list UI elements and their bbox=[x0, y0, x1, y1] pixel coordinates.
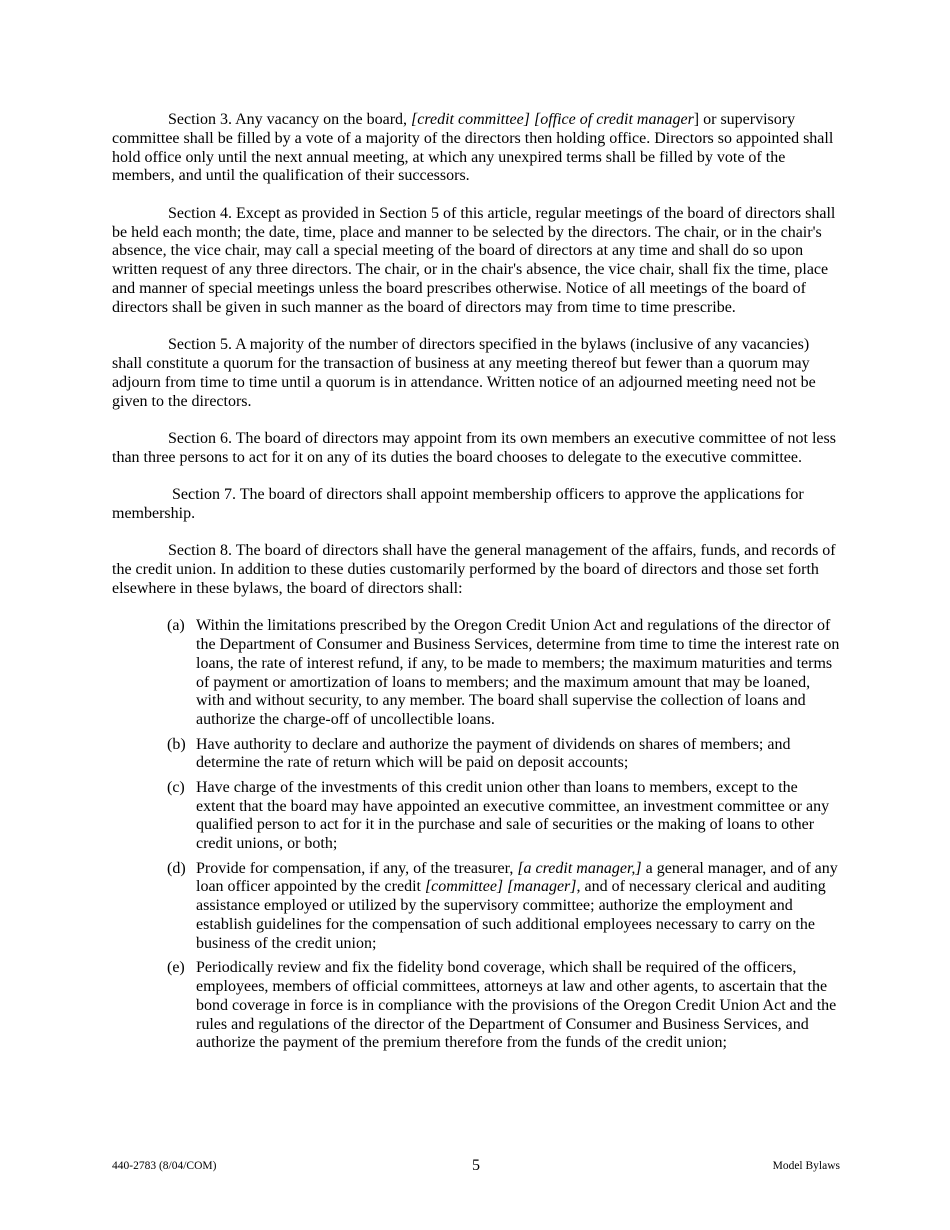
list-item-text-2: a general manager, and of any loan officer appointed by the credit bbox=[196, 859, 838, 896]
list-marker: (b) bbox=[167, 735, 186, 753]
section-5-paragraph: Section 5. A majority of the number of directors specified in the bylaws (inclusive of any vacancies) shall constitute a quorum for the transaction of business at any meeting thereof but fewer than a quorum may adjourn from time to time until a quorum is in attendance. Written notice of an adjourned meeting need not be given to the directors. bbox=[112, 336, 816, 410]
list-item-text: Periodically review and fix the fidelity bond coverage, which shall be required of the officers, employees, members of official committees, attorneys at law and other agents, to ascertain that the bond coverage in force is in compliance with the provisions of the Oregon Credit Union Act and the rules and regulations of the director of the Department of Consumer and Business Services, and authorize the payment of the premium therefore from the funds of the credit union; bbox=[196, 959, 837, 1052]
section-6-paragraph: Section 6. The board of directors may appoint from its own members an executive committee of not less than three persons to act for it on any of its duties the board chooses to delegate to the executive committee. bbox=[112, 429, 836, 466]
form-number: 440-2783 (8/04/COM) bbox=[112, 1160, 217, 1172]
board-duties-list bbox=[112, 617, 840, 1053]
list-item-c bbox=[112, 779, 840, 854]
list-marker: (d) bbox=[167, 859, 186, 877]
document-page bbox=[112, 111, 840, 1059]
list-marker: (c) bbox=[167, 778, 185, 796]
section-7-paragraph: Section 7. The board of directors shall appoint membership officers to approve the applications for membership. bbox=[112, 486, 804, 522]
document-title: Model Bylaws bbox=[772, 1160, 840, 1172]
list-item-text-3: , and of necessary clerical and auditing assistance employed or utilized by the supervisory committee; authorize the employment and establish guidelines for the compensation of such additional employees necessary to carry on the business of the credit union; bbox=[196, 878, 826, 952]
list-item-text: Within the limitations prescribed by the Oregon Credit Union Act and regulations of the director of the Department of Consumer and Business Services, determine from time to time the interest rate on loans, the rate of interest refund, if any, to be made to members; the maximum maturities and terms of payment or amortization of loans to members; and the maximum amount that may be loaned, with and without security, to any member. The board shall supervise the collection of loans and authorize the charge-off of uncollectible loans. bbox=[196, 617, 840, 729]
page-footer bbox=[112, 1157, 840, 1177]
section-4-paragraph: Section 4. Except as provided in Section 5 of this article, regular meetings of the board of directors shall be held each month; the date, time, place and manner to be selected by the directors. The chair, or in the chair's absence, the vice chair, may call a special meeting of the board of directors at any time and shall do so upon written request of any three directors. The chair, or in the chair's absence, the vice chair, shall fix the time, place and manner of special meetings unless the board prescribes otherwise. Notice of all meetings of the board of directors shall be given in such manner as the board of directors may from time to time prescribe. bbox=[112, 204, 836, 316]
page-number: 5 bbox=[472, 1157, 480, 1174]
section-3-italic: [credit committee] [office of credit manager bbox=[411, 111, 694, 128]
section-3-paragraph bbox=[112, 111, 840, 186]
section-3-text-1: Section 3. Any vacancy on the board, bbox=[168, 111, 412, 128]
section-8-paragraph: Section 8. The board of directors shall have the general management of the affairs, funds, and records of the credit union. In addition to these duties customarily performed by the board of directors and those set forth elsewhere in these bylaws, the board of directors shall: bbox=[112, 542, 836, 597]
list-item-b bbox=[112, 736, 840, 774]
list-item-e bbox=[112, 959, 840, 1053]
list-item-italic-2: [committee] [manager] bbox=[424, 878, 577, 896]
list-item-italic-1: [a credit manager,] bbox=[517, 859, 642, 877]
section-3-text-2: ] or supervisory committee shall be filled by a vote of a majority of the directors then holding office. Directors so appointed shall hold office only until the next annual meeting, at which any unexpired terms shall be filled by vote of the members, and until the qualification of their successors. bbox=[112, 111, 834, 185]
list-item-d bbox=[112, 860, 840, 954]
list-item-text-1: Provide for compensation, if any, of the treasurer, bbox=[196, 859, 518, 877]
list-item-text: Have authority to declare and authorize the payment of dividends on shares of members; and determine the rate of return which will be paid on deposit accounts; bbox=[196, 735, 791, 772]
list-marker: (e) bbox=[167, 959, 185, 977]
list-item-text: Have charge of the investments of this credit union other than loans to members, except to the extent that the board may have appointed an executive committee, an investment committee or any qualified person to act for it in the purchase and sale of securities or the making of loans to other credit unions, or both; bbox=[196, 778, 830, 853]
list-item-a bbox=[112, 617, 840, 730]
list-marker: (a) bbox=[167, 617, 185, 635]
